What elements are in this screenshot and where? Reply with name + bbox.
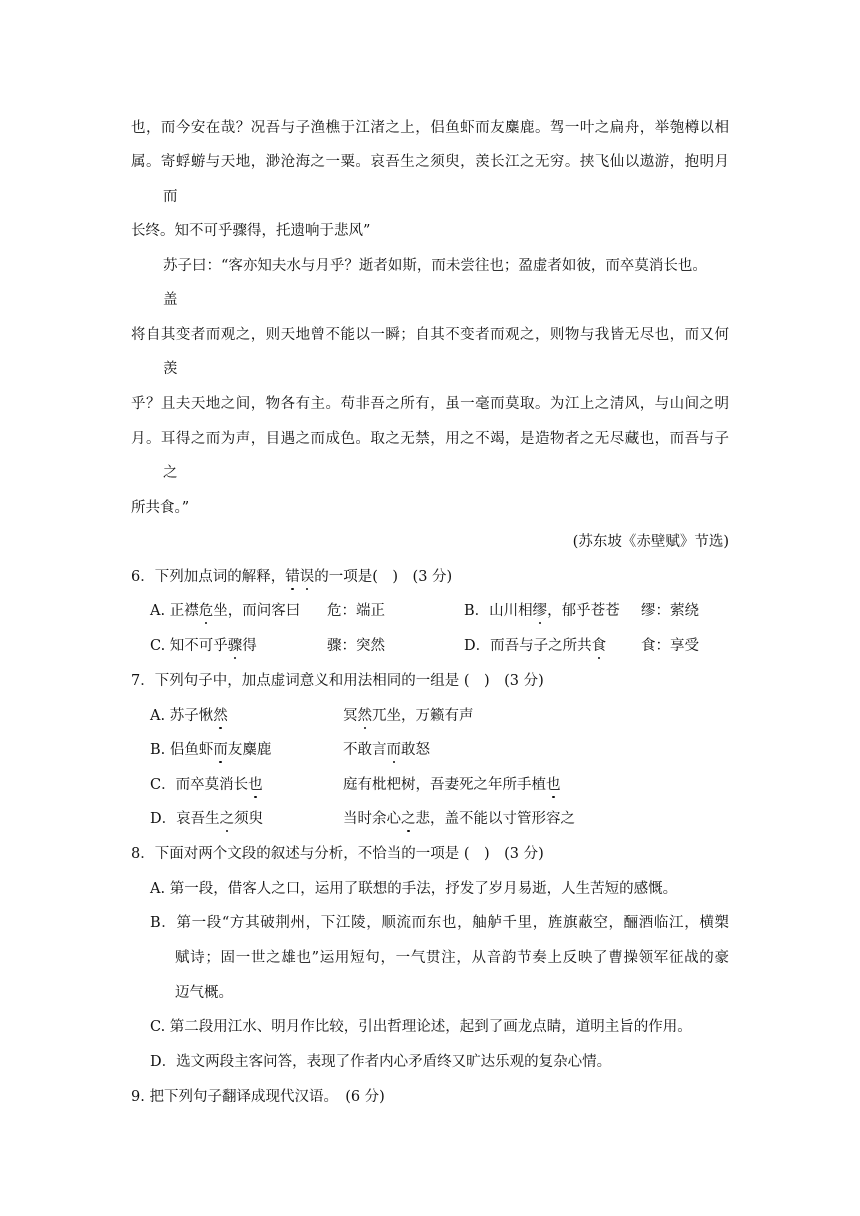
q7-option-a-right	[343, 706, 474, 726]
q6-option-c-gloss: 骤：突然	[327, 638, 385, 654]
q7-d-text4: 悲，盖不能以寸管形容之	[415, 811, 575, 827]
q6-stem-d: 的一项是( ) (3 分)	[314, 569, 453, 585]
q7-b-dotted2: 而	[386, 742, 401, 758]
q6-c-dotted: 骤	[227, 638, 243, 654]
q7-option-a-left	[150, 706, 228, 726]
q6-option-b-gloss: 缪：萦绕	[641, 603, 699, 619]
q8-option-c: C. 第二段用江水、明月作比较，引出哲理论述，起到了画龙点睛，道明主旨的作用。	[150, 1019, 692, 1035]
q6-a-dotted: 危	[198, 603, 214, 619]
q7-d-dotted2: 之	[401, 811, 416, 827]
q6-b-dotted: 缪	[532, 603, 548, 619]
q8-option-b-line1: B．第一段“方其破荆州，下江陵，顺流而东也，舳舻千里，旌旗蔽空，酾酒临江，横槊	[150, 915, 729, 931]
q6-a-text2: 坐，而问客曰	[213, 603, 301, 619]
passage-p2-line4: 月。耳得之而为声，目遇之而成色。取之无禁，用之不竭，是造物者之无尽藏也，而吾与子	[131, 431, 729, 447]
q7-option-c-right	[343, 775, 561, 795]
passage-p2-wrap3: 之	[163, 465, 178, 481]
q7-c-text1: C．而卒莫消长	[150, 777, 249, 793]
q7-a-dotted1: 然	[213, 708, 228, 724]
q9-stem: 9. 把下列句子翻译成现代汉语。 (6 分)	[131, 1089, 385, 1105]
passage-p2-line2: 将自其变者而观之，则天地曾不能以一瞬；自其不变者而观之，则物与我皆无尽也，而又何	[131, 327, 729, 343]
q7-c-text2: 庭有枇杷树，吾妻死之年所手植	[343, 777, 546, 793]
q6-option-d-gloss: 食：享受	[641, 638, 699, 654]
q7-stem: 7．下列句子中，加点虚词意义和用法相同的一组是 ( ) (3 分)	[131, 673, 544, 689]
q6-b-text1: B．山川相	[464, 603, 533, 619]
q7-option-b-left	[150, 740, 271, 760]
q7-c-dotted1: 也	[248, 777, 263, 793]
q7-b-text3: 不敢言	[343, 742, 387, 758]
passage-p2-line3: 乎？且夫天地之间，物各有主。苟非吾之所有，虽一毫而莫取。为江上之清风，与山间之明	[131, 396, 729, 412]
q7-a-dotted2: 然	[357, 708, 372, 724]
q8-option-b-line3: 迈气概。	[175, 985, 233, 1001]
q6-d-dotted: 食	[591, 638, 607, 654]
q6-option-d	[464, 636, 606, 656]
passage-p2-wrap1: 盖	[163, 292, 178, 308]
q8-option-a: A. 第一段，借客人之口，运用了联想的手法，抒发了岁月易逝，人生苦短的感慨。	[150, 881, 678, 897]
q7-option-d-right	[343, 809, 575, 829]
q7-b-text1: B. 侣鱼虾	[150, 742, 214, 758]
q7-a-text2: 冥	[343, 708, 358, 724]
q6-d-text1: D．而吾与子之所共	[464, 638, 592, 654]
passage-p2-wrap2: 羡	[163, 361, 178, 377]
q7-d-text3: 当时余心	[343, 811, 401, 827]
q7-c-dotted2: 也	[546, 777, 561, 793]
q7-option-c-left	[150, 775, 263, 795]
q7-d-dotted1: 之	[219, 811, 235, 827]
passage-source: (苏东坡《赤壁赋》节选)	[572, 534, 729, 550]
passage-p2-line5: 所共食。”	[131, 500, 190, 516]
q7-a-text1: A. 苏子愀	[150, 708, 214, 724]
q6-c-text1: C. 知不可乎	[150, 638, 228, 654]
q6-stem-a: 6．下列加点词的解释，	[131, 569, 286, 585]
q6-option-b	[464, 601, 620, 621]
q6-option-c	[150, 636, 257, 656]
q7-a-text3: 兀坐，万籁有声	[372, 708, 474, 724]
q8-option-b-line2: 赋诗；固一世之雄也”运用短句，一气贯注，从音韵节奏上反映了曹操领军征战的豪	[175, 950, 729, 966]
passage-p1-wrap1: 而	[163, 189, 178, 205]
passage-p2-line1: 苏子曰：“客亦知夫水与月乎？逝者如斯，而未尝往也；盈虚者如彼，而卒莫消长也。	[163, 258, 707, 274]
q6-b-text2: ，郁乎苍苍	[547, 603, 620, 619]
q7-option-d-left	[150, 809, 263, 829]
q6-stem	[131, 567, 452, 587]
q7-d-text1: D．哀吾生	[150, 811, 220, 827]
q7-d-text2: 须臾	[234, 811, 264, 827]
passage-p1-line1: 也，而今安在哉？况吾与子渔樵于江渚之上，侣鱼虾而友麋鹿。驾一叶之扁舟，举匏樽以相	[131, 120, 729, 136]
passage-p1-line3: 长终。知不可乎骤得，托遗响于悲风”	[131, 223, 371, 239]
q6-a-text1: A. 正襟	[150, 603, 199, 619]
q7-b-dotted1: 而	[213, 742, 228, 758]
q8-stem: 8．下面对两个文段的叙述与分析，不恰当的一项是 ( ) (3 分)	[131, 846, 544, 862]
q7-b-text4: 敢怒	[401, 742, 430, 758]
q7-option-b-right	[343, 740, 430, 760]
passage-p1-line2: 属。寄蜉蝣与天地，渺沧海之一粟。哀吾生之须臾，羡长江之无穷。挟飞仙以遨游，抱明月	[131, 154, 729, 170]
q7-b-text2: 友麋鹿	[227, 742, 272, 758]
q6-stem-dotted-2: 误	[299, 569, 315, 585]
q6-option-a	[150, 601, 300, 621]
q6-stem-dotted-1: 错	[285, 569, 300, 585]
q6-option-a-gloss: 危：端正	[327, 603, 385, 619]
q6-c-text2: 得	[242, 638, 257, 654]
q8-option-d: D．选文两段主客问答，表现了作者内心矛盾终又旷达乐观的复杂心情。	[150, 1054, 612, 1070]
